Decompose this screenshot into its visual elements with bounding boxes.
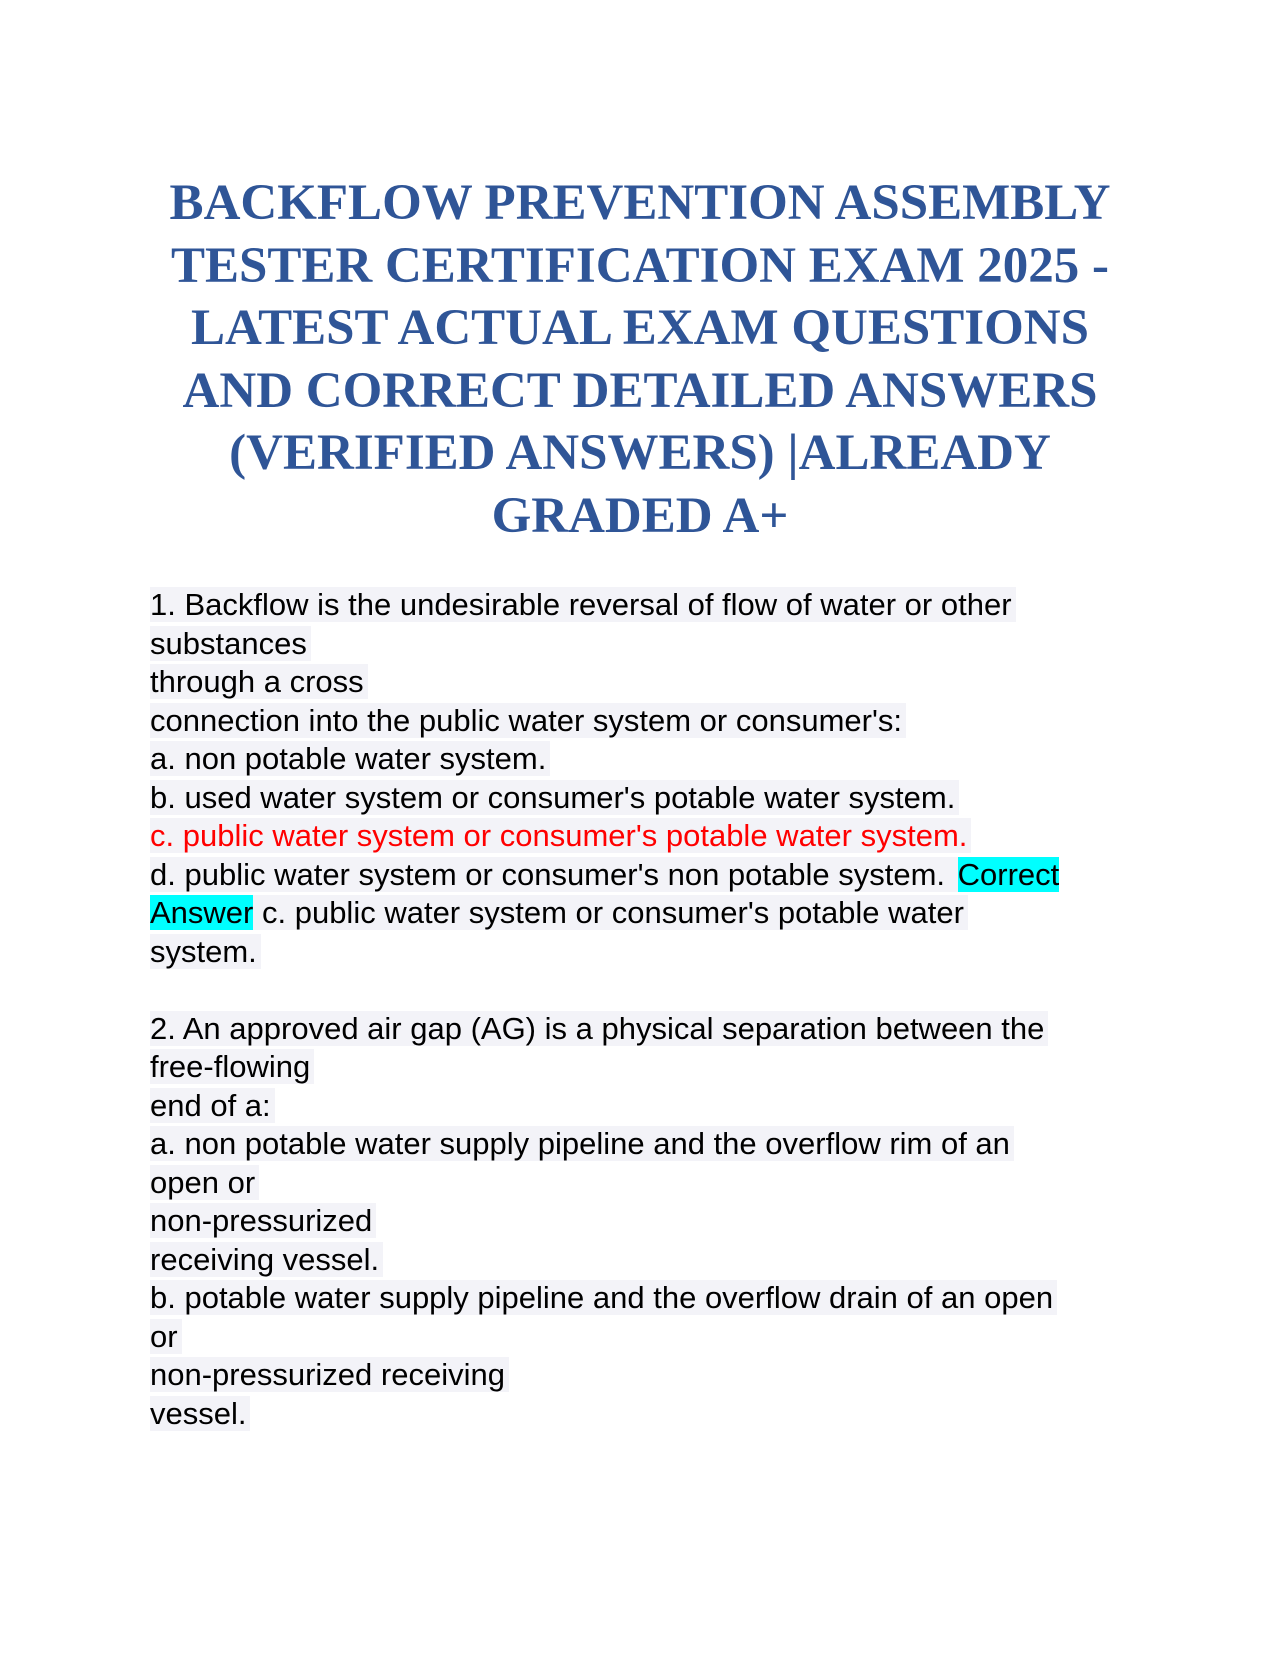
document-title	[140, 172, 1140, 547]
question-1	[150, 586, 1150, 971]
option-b: non-pressurized receiving	[150, 1357, 509, 1392]
option-c-correct: c. public water system or consumer's potable water system.	[150, 818, 971, 853]
paragraph-gap	[150, 971, 1150, 1010]
title-line: BACKFLOW PREVENTION ASSEMBLY	[169, 175, 1111, 231]
title-line: GRADED A+	[491, 487, 789, 544]
question-1-text: connection into the public water system or consumer's:	[150, 703, 906, 738]
question-1-text: substances	[150, 626, 311, 661]
option-a: a. non potable water supply pipeline and the overflow rim of an	[150, 1126, 1014, 1161]
question-1-text: 1. Backflow is the undesirable reversal of flow of water or other	[150, 587, 1016, 622]
option-a: non-pressurized	[150, 1203, 376, 1238]
question-1-text: through a cross	[150, 664, 368, 699]
correct-answer-label: Answer	[150, 895, 254, 930]
question-2-text: free-flowing	[150, 1049, 314, 1084]
option-b: or	[150, 1319, 182, 1354]
option-b: b. used water system or consumer's potable water system.	[150, 780, 959, 815]
title-line: (VERIFIED ANSWERS) |ALREADY	[229, 425, 1051, 481]
correct-answer-text: c. public water system or consumer's potable water	[253, 895, 968, 930]
question-2	[150, 1010, 1150, 1434]
option-d: d. public water system or consumer's non potable system.	[150, 857, 958, 892]
question-2-text: end of a:	[150, 1088, 275, 1123]
question-2-text: 2. An approved air gap (AG) is a physical separation between the	[150, 1011, 1048, 1046]
option-a: receiving vessel.	[150, 1242, 383, 1277]
correct-answer-text: system.	[150, 934, 261, 969]
title-line: TESTER CERTIFICATION EXAM 2025 -	[170, 237, 1110, 294]
title-line: AND CORRECT DETAILED ANSWERS	[182, 362, 1098, 419]
title-line: LATEST ACTUAL EXAM QUESTIONS	[191, 300, 1089, 356]
option-a: a. non potable water system.	[150, 741, 550, 776]
correct-answer-label: Correct	[957, 856, 1060, 892]
option-b: b. potable water supply pipeline and the overflow drain of an open	[150, 1280, 1057, 1315]
document-body	[150, 586, 1150, 1433]
option-a: open or	[150, 1165, 259, 1200]
option-b: vessel.	[150, 1396, 250, 1431]
